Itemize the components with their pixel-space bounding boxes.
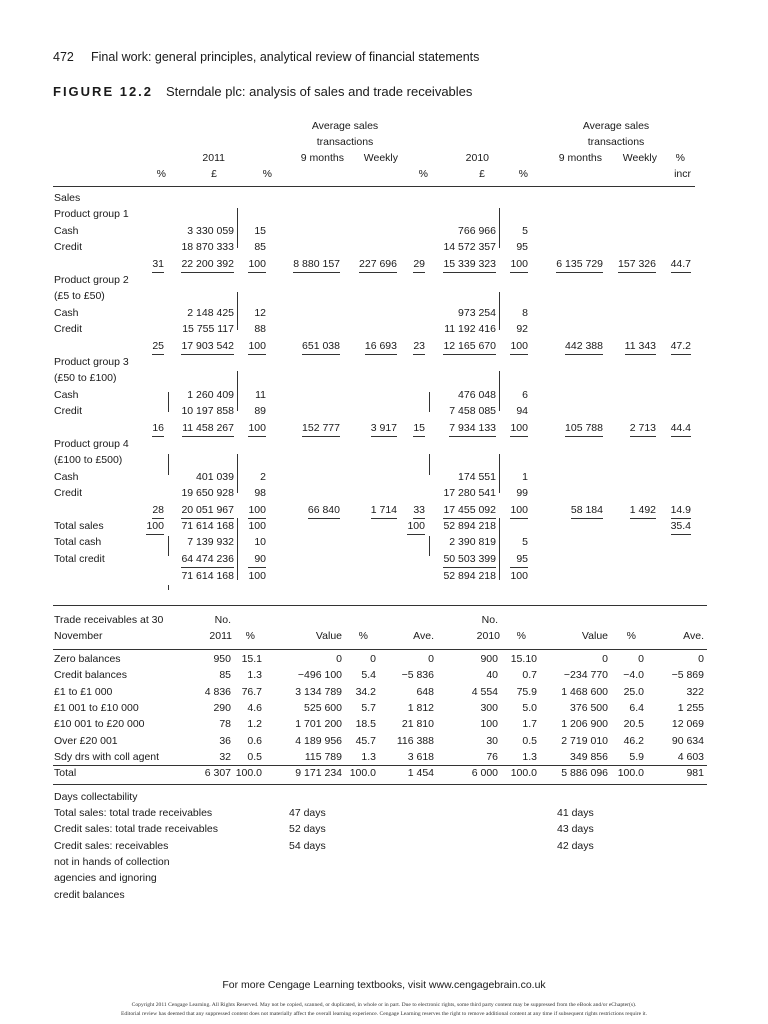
value-2010: 1 468 600: [561, 685, 608, 698]
value-2010: 11 192 416: [444, 323, 496, 336]
pct-2011: 100: [248, 520, 266, 532]
value-2010: 376 500: [570, 701, 608, 714]
pct-2010: 5: [522, 536, 528, 549]
pct-head: %: [418, 168, 428, 180]
count-2010: 6 000: [471, 767, 498, 780]
count-pct-2011: 4.6: [247, 701, 262, 714]
count-pct-2010: 15.10: [510, 653, 537, 665]
weekly-2010: 2 713: [630, 420, 656, 437]
count-pct-2011: 0.6: [247, 734, 262, 747]
value-2010: 349 856: [570, 750, 608, 763]
weekly-2010: Weekly: [622, 152, 657, 164]
count-pct-2011: 76.7: [241, 685, 262, 698]
ave-2011: 0: [428, 653, 434, 665]
sales-row-label: Cash: [54, 224, 79, 237]
receivables-row-label: Sdy drs with coll agent: [54, 750, 160, 763]
sales-row-label: Product group 4: [54, 438, 129, 450]
value-2011: 17 903 542: [181, 338, 234, 355]
receivables-row-label: Total: [54, 767, 77, 780]
sales-header-rule: [53, 186, 695, 187]
ave-2010: 981: [686, 767, 704, 780]
value-pct-2010: 0: [638, 653, 644, 665]
pct-2011: 89: [254, 405, 266, 418]
value-pct-2011: 0: [370, 653, 376, 665]
pct-incr: 47.2: [671, 338, 691, 355]
count-pct-2010: 5.0: [522, 701, 537, 714]
sales-row-label: Cash: [54, 470, 79, 483]
count-pct-2011: 1.3: [247, 669, 262, 682]
column-rule: [237, 518, 238, 580]
avg-sales-2010-l1: Average sales: [582, 120, 650, 132]
value-pct-2011: 5.7: [361, 701, 376, 714]
nine-months-2011: 651 038: [302, 338, 340, 355]
share-2010: 100: [407, 518, 425, 535]
gbp-2010: £: [479, 168, 485, 180]
value-2010: 17 280 541: [443, 487, 496, 500]
pct-2010: 100: [510, 420, 528, 437]
value-2011: 115 789: [304, 750, 342, 763]
ave-2010: Ave.: [683, 630, 704, 642]
pct-2011: 100: [248, 567, 266, 584]
column-rule: [237, 208, 238, 248]
pct-2011: 2: [260, 470, 266, 483]
pct-incr-l2: incr: [674, 168, 691, 180]
pct-2011: 90: [254, 552, 266, 565]
value-2010: Value: [581, 630, 608, 642]
count-2010: 100: [480, 718, 498, 731]
count-pct-2010: 100.0: [510, 767, 537, 780]
column-rule: [429, 392, 430, 412]
year-2011: 2011: [202, 152, 225, 164]
receivables-row-label: Zero balances: [54, 653, 121, 665]
ave-2010: 90 634: [671, 734, 704, 747]
count-pct-2011: 15.1: [241, 653, 262, 665]
count-2010: 900: [480, 653, 498, 665]
value-pct-2011: 45.7: [355, 734, 376, 747]
value-2011: 401 039: [196, 470, 234, 483]
avg-sales-2010-l2: transactions: [587, 136, 645, 148]
value-2011: 1 260 409: [187, 388, 234, 401]
receivables-row-label: Over £20 001: [54, 734, 118, 747]
value-pct-2011: 100.0: [349, 767, 376, 780]
value-2011: 3 330 059: [187, 224, 234, 237]
share-2011: 28: [152, 502, 164, 519]
value-2010: −234 770: [563, 669, 608, 682]
ave-2010: 12 069: [671, 718, 704, 731]
value-2011: 0: [336, 653, 342, 665]
weekly-2010: 1 492: [630, 502, 656, 519]
value-2011: 11 458 267: [182, 420, 234, 437]
nine-months-2010: 105 788: [565, 420, 603, 437]
ave-2011: Ave.: [413, 630, 434, 642]
pct-2010: 92: [516, 323, 528, 336]
weekly-2011: 227 696: [359, 256, 397, 273]
sales-row-label: Total sales: [54, 520, 104, 532]
count-pct-2011: 1.2: [247, 718, 262, 731]
value-2010: 7 458 085: [449, 405, 496, 418]
days-2010: 42 days: [557, 839, 594, 852]
value-2011: 71 614 168: [181, 520, 234, 532]
value-2011: 20 051 967: [181, 502, 234, 519]
value-2011: 18 870 333: [181, 241, 234, 254]
receivables-total-rule: [53, 765, 707, 766]
value-2010: 5 886 096: [561, 767, 608, 780]
days-2011: 52 days: [289, 823, 326, 836]
avg-sales-2011-l2: transactions: [316, 136, 374, 148]
pct-2010: 99: [516, 487, 528, 500]
pct-2011: 100: [248, 256, 266, 273]
value-2011: 19 650 928: [181, 487, 234, 500]
pct-head: %: [156, 168, 166, 180]
receivables-header-rule: [53, 649, 707, 650]
value-2011: 525 600: [304, 701, 342, 714]
value-2011: 9 171 234: [295, 767, 342, 780]
pct-head: %: [518, 168, 528, 180]
value-2011: 1 701 200: [295, 718, 342, 731]
receivables-top-rule: [53, 605, 707, 606]
pct-2010: %: [516, 630, 526, 642]
value-pct-2011: 5.4: [361, 669, 376, 682]
value-pct-2010: 6.4: [629, 701, 644, 714]
value-pct-2011: %: [358, 630, 368, 642]
count-2010: 30: [486, 734, 498, 747]
days-2010: 43 days: [557, 823, 594, 836]
nine-months-2010: 9 months: [558, 152, 602, 164]
value-2010: 0: [602, 653, 608, 665]
ave-2010: 1 255: [677, 701, 704, 714]
pct-2011: 100: [248, 338, 266, 355]
nine-months-2011: 66 840: [308, 502, 340, 519]
value-2010: 476 048: [458, 388, 496, 401]
column-rule: [168, 454, 169, 475]
nine-months-2011: 8 880 157: [293, 256, 340, 273]
column-rule: [499, 454, 500, 493]
sales-row-label: Cash: [54, 388, 79, 401]
ave-2011: 648: [416, 685, 434, 698]
column-rule: [429, 536, 430, 556]
pct-2011: 15: [254, 224, 266, 237]
count-pct-2010: 75.9: [516, 685, 537, 698]
column-rule: [168, 392, 169, 412]
share-2010: 33: [413, 502, 425, 519]
weekly-2010: 11 343: [625, 338, 656, 355]
share-2011: 16: [152, 420, 164, 437]
value-pct-2010: 5.9: [629, 750, 644, 763]
pct-head: %: [262, 168, 272, 180]
pct-2011: 10: [254, 536, 266, 549]
value-pct-2010: 25.0: [623, 685, 644, 698]
pct-2010: 100: [510, 567, 528, 584]
footer-promo: For more Cengage Learning textbooks, visit www.cengagebrain.co.uk: [222, 979, 546, 991]
pct-incr-l1: %: [675, 152, 685, 164]
sales-row-label: Product group 2: [54, 274, 129, 286]
pct-2011: %: [245, 630, 255, 642]
value-2011: 3 134 789: [295, 685, 342, 698]
pct-2011: 100: [248, 502, 266, 519]
sales-row-label: Credit: [54, 323, 83, 336]
weekly-2011: Weekly: [363, 152, 398, 164]
avg-sales-2011-l1: Average sales: [311, 120, 379, 132]
value-2011: 2 148 425: [187, 306, 234, 319]
nine-months-2010: 6 135 729: [556, 256, 603, 273]
nine-months-2010: 58 184: [571, 502, 603, 519]
count-pct-2010: 1.3: [522, 750, 537, 763]
value-2010: 14 572 357: [443, 241, 496, 254]
value-2011: 22 200 392: [181, 256, 234, 273]
value-2010: 12 165 670: [443, 338, 496, 355]
sales-row-label: Credit: [54, 241, 83, 254]
receivables-row-label: £1 to £1 000: [54, 685, 113, 698]
pct-2010: 100: [510, 338, 528, 355]
sales-row-label: (£5 to £50): [54, 290, 105, 303]
receivables-row-label: £1 001 to £10 000: [54, 701, 139, 714]
pct-2011: 98: [254, 487, 266, 500]
pct-2010: 5: [522, 224, 528, 237]
sales-row-label: Credit: [54, 405, 83, 418]
gbp-2011: £: [211, 168, 217, 180]
no-2011: No.: [214, 614, 231, 626]
column-rule: [499, 518, 500, 580]
copyright-line-1: Copyright 2011 Cengage Learning. All Rights Reserved. May not be copied, scanned, or duplicated, in whole or in part. Due to electronic rights, some third party content may be suppressed from the eBook and/or eChapter(s).: [131, 1002, 637, 1008]
sales-row-label: Total credit: [54, 552, 105, 565]
ave-2010: −5 869: [671, 669, 704, 682]
count-pct-2010: 0.5: [522, 734, 537, 747]
value-pct-2011: 18.5: [355, 718, 376, 731]
share-2010: 15: [413, 420, 425, 437]
ave-2010: 4 603: [677, 750, 704, 763]
receivables-row-label: £10 001 to £20 000: [54, 718, 145, 731]
ave-2011: 1 812: [407, 701, 434, 714]
value-2011: 71 614 168: [181, 567, 234, 584]
sales-row-label: (£100 to £500): [54, 454, 123, 467]
share-2011: 31: [152, 256, 164, 273]
receivables-bottom-rule: [53, 784, 707, 785]
count-2011: 290: [213, 701, 231, 714]
column-rule: [237, 292, 238, 330]
value-2010: 766 966: [458, 224, 496, 237]
column-rule: [237, 454, 238, 493]
column-rule: [499, 371, 500, 411]
weekly-2011: 1 714: [371, 502, 397, 519]
pct-2010: 95: [516, 552, 528, 565]
pct-2011: 85: [254, 241, 266, 254]
column-rule: [237, 371, 238, 411]
figure-caption: Sterndale plc: analysis of sales and trade receivables: [166, 84, 473, 99]
share-2011: 25: [152, 338, 164, 355]
year-2010: 2010: [476, 630, 500, 642]
ave-2011: 1 454: [407, 767, 434, 780]
share-2010: 23: [413, 338, 425, 355]
pct-2011: 88: [254, 323, 266, 336]
weekly-2011: 3 917: [371, 420, 397, 437]
days-2010: 41 days: [557, 807, 594, 819]
days-row-label: Credit sales: total trade receivables: [54, 823, 218, 836]
value-2010: 52 894 218: [443, 567, 496, 584]
count-2010: 300: [480, 701, 498, 714]
year-2010: 2010: [465, 152, 489, 164]
pct-incr: 44.7: [671, 256, 691, 273]
value-2011: 7 139 932: [187, 536, 234, 549]
count-2011: 6 307: [204, 767, 231, 780]
value-2011: Value: [315, 630, 342, 642]
days-2011: 47 days: [289, 807, 326, 819]
value-pct-2011: 34.2: [355, 685, 376, 698]
value-2010: 2 390 819: [449, 536, 496, 549]
count-2011: 4 836: [204, 685, 231, 698]
sales-row-label: Total cash: [54, 536, 102, 549]
ave-2011: 3 618: [407, 750, 434, 763]
value-pct-2011: 1.3: [361, 750, 376, 763]
pct-2010: 100: [510, 502, 528, 519]
sales-row-label: Credit: [54, 487, 83, 500]
value-2011: 15 755 117: [182, 323, 234, 336]
count-2010: 4 554: [471, 685, 498, 698]
days-row-label: not in hands of collection: [54, 855, 170, 868]
weekly-2010: 157 326: [618, 256, 656, 273]
value-2010: 52 894 218: [443, 520, 496, 532]
days-row-label: Credit sales: receivables: [54, 839, 169, 852]
page-number: 472: [53, 50, 74, 64]
column-rule: [168, 536, 169, 556]
weekly-2011: 16 693: [365, 338, 397, 355]
running-title: Final work: general principles, analytical review of financial statements: [91, 50, 480, 64]
share-2010: 29: [413, 256, 425, 273]
count-2010: 76: [486, 750, 498, 763]
copyright-line-2: Editorial review has deemed that any suppressed content does not materially affect the overall learning experience. Cengage Learning reserves the right to remove additional content at any time if subsequent rights restrictions require it.: [121, 1011, 647, 1017]
pct-2010: 8: [522, 306, 528, 319]
figure-label: FIGURE 12.2: [53, 84, 154, 99]
no-2010: No.: [481, 614, 498, 626]
pct-incr: 44.4: [671, 420, 691, 437]
days-2011: 54 days: [289, 839, 326, 852]
value-2011: 4 189 956: [295, 734, 342, 747]
pct-2010: 1: [522, 470, 528, 483]
receivables-label-l2: November: [54, 630, 103, 642]
pct-incr: 35.4: [671, 518, 691, 535]
value-2010: 17 455 092: [443, 502, 496, 519]
value-pct-2010: −4.0: [623, 669, 644, 682]
sales-row-label: Product group 3: [54, 356, 129, 368]
value-2010: 1 206 900: [561, 718, 608, 731]
value-2010: 2 719 010: [561, 734, 608, 747]
value-2010: 973 254: [458, 306, 496, 319]
ave-2010: 322: [686, 685, 704, 698]
receivables-label-l1: Trade receivables at 30: [54, 614, 164, 626]
pct-2011: 100: [248, 420, 266, 437]
sales-row-label: Cash: [54, 306, 79, 319]
ave-2011: 21 810: [401, 718, 434, 731]
count-pct-2010: 1.7: [522, 718, 537, 731]
count-pct-2011: 100.0: [235, 767, 262, 780]
days-row-label: Total sales: total trade receivables: [54, 807, 213, 819]
count-2011: 36: [219, 734, 231, 747]
pct-2010: 94: [516, 405, 528, 418]
count-2011: 950: [213, 653, 231, 665]
pct-2011: 12: [254, 306, 266, 319]
value-2011: −496 100: [297, 669, 342, 682]
value-2010: 7 934 133: [449, 420, 496, 437]
value-2010: 50 503 399: [443, 552, 496, 565]
count-2010: 40: [486, 669, 498, 682]
ave-2010: 0: [698, 653, 704, 665]
column-rule: [429, 454, 430, 475]
year-2011: 2011: [209, 630, 232, 642]
ave-2011: −5 836: [401, 669, 434, 682]
count-2011: 85: [219, 669, 231, 682]
value-2010: 15 339 323: [443, 256, 496, 273]
value-2010: 174 551: [458, 470, 496, 483]
count-2011: 32: [219, 750, 231, 763]
pct-2010: 100: [510, 256, 528, 273]
value-2011: 64 474 236: [181, 552, 234, 565]
value-pct-2010: 46.2: [623, 734, 644, 747]
ave-2011: 116 388: [396, 734, 434, 747]
value-2011: 10 197 858: [181, 405, 234, 418]
pct-2010: 6: [522, 388, 528, 401]
value-pct-2010: %: [626, 630, 636, 642]
sales-row-label: Product group 1: [54, 208, 129, 221]
days-row-label: credit balances: [54, 888, 125, 901]
nine-months-2011: 9 months: [300, 152, 344, 164]
column-rule: [499, 292, 500, 330]
value-pct-2010: 20.5: [623, 718, 644, 731]
days-title: Days collectability: [54, 791, 138, 803]
sales-row-label: (£50 to £100): [54, 372, 117, 385]
days-row-label: agencies and ignoring: [54, 872, 157, 885]
receivables-row-label: Credit balances: [54, 669, 127, 682]
nine-months-2010: 442 388: [565, 338, 603, 355]
count-pct-2010: 0.7: [522, 669, 537, 682]
pct-2010: 95: [516, 241, 528, 254]
count-2011: 78: [219, 718, 231, 731]
pct-2011: 11: [255, 388, 266, 401]
count-pct-2011: 0.5: [247, 750, 262, 763]
column-rule: [168, 585, 169, 590]
pct-incr: 14.9: [671, 502, 691, 519]
share-2011: 100: [146, 518, 164, 535]
sales-row-label: Sales: [54, 192, 81, 204]
nine-months-2011: 152 777: [302, 420, 340, 437]
value-pct-2010: 100.0: [617, 767, 644, 780]
column-rule: [499, 208, 500, 248]
